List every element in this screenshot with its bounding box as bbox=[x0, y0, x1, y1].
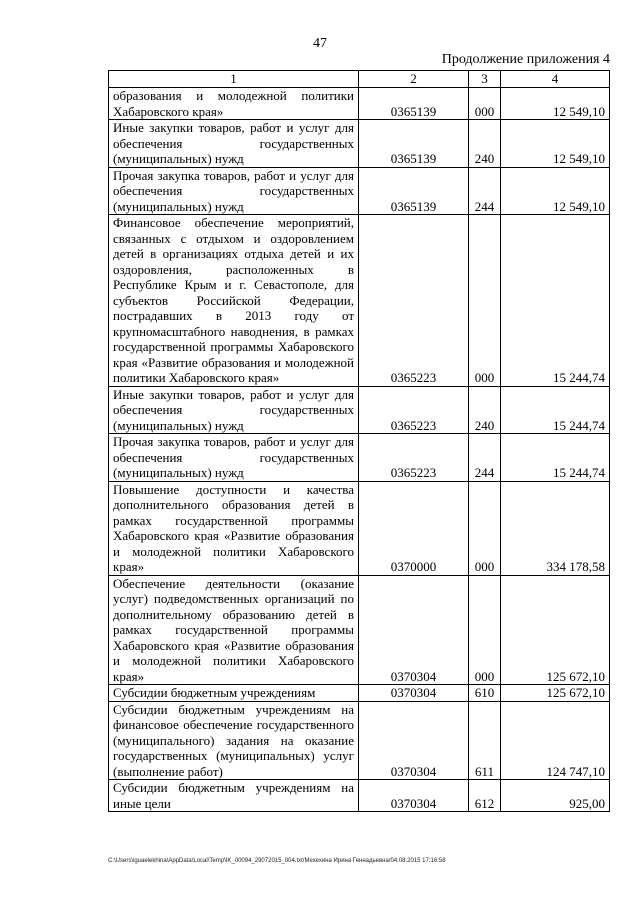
table-row bbox=[109, 386, 610, 434]
column-header-name: 1 bbox=[109, 71, 359, 88]
table-row bbox=[109, 120, 610, 168]
row-amount: 334 178,58 bbox=[501, 481, 610, 575]
row-type: 240 bbox=[469, 120, 501, 168]
row-amount: 125 672,10 bbox=[501, 575, 610, 685]
row-name: Иные закупки товаров, работ и услуг для обеспечения государственных (муниципальных) нужд bbox=[109, 386, 359, 434]
row-type: 000 bbox=[469, 215, 501, 387]
row-type: 610 bbox=[469, 685, 501, 702]
row-name: Повышение доступности и качества дополнительного образования детей в рамках государственной программы Хабаровского края «Развитие образования и молодежной политики Хабаровского края» bbox=[109, 481, 359, 575]
row-code: 0370304 bbox=[359, 780, 469, 812]
footer-file-path: C:\Users\iguaelekhina\AppData\Local\Temp\IK_00094_29072015_004.txt/Мехехина Ирина Геннадьевна/04.08.2015 17:16:58 bbox=[108, 858, 446, 864]
row-amount: 12 549,10 bbox=[501, 88, 610, 120]
row-name: Финансовое обеспечение мероприятий, связанных с отдыхом и оздоровлением детей в организациях отдыха детей и их оздоровления, расположенных в Республике Крым и г. Севастополе, для субъектов Российской Федерации, пострадавших в 2013 году от крупномасштабного наводнения, в рамках государственной программы Хабаровского края «Развитие образования и молодежной политики Хабаровского края» bbox=[109, 215, 359, 387]
table-row bbox=[109, 215, 610, 387]
row-type: 611 bbox=[469, 701, 501, 780]
table-row bbox=[109, 701, 610, 780]
row-amount: 124 747,10 bbox=[501, 701, 610, 780]
row-name: Прочая закупка товаров, работ и услуг для обеспечения государственных (муниципальных) нужд bbox=[109, 434, 359, 482]
table-row bbox=[109, 575, 610, 685]
row-type: 244 bbox=[469, 167, 501, 215]
row-code: 0365139 bbox=[359, 88, 469, 120]
row-amount: 125 672,10 bbox=[501, 685, 610, 702]
row-name: Субсидии бюджетным учреждениям на финансовое обеспечение государственного (муниципального) задания на оказание государственных (муниципальных) услуг (выполнение работ) bbox=[109, 701, 359, 780]
row-type: 244 bbox=[469, 434, 501, 482]
row-amount: 925,00 bbox=[501, 780, 610, 812]
budget-table bbox=[108, 70, 610, 812]
row-name: Субсидии бюджетным учреждениям bbox=[109, 685, 359, 702]
row-amount: 15 244,74 bbox=[501, 434, 610, 482]
column-header-code: 2 bbox=[359, 71, 469, 88]
page-number: 47 bbox=[313, 36, 327, 51]
row-type: 240 bbox=[469, 386, 501, 434]
row-name: Обеспечение деятельности (оказание услуг) подведомственных организаций по дополнительному образованию детей в рамках государственной программы Хабаровского края «Развитие образования и молодежной политики Хабаровского края» bbox=[109, 575, 359, 685]
row-amount: 15 244,74 bbox=[501, 386, 610, 434]
column-header-type: 3 bbox=[469, 71, 501, 88]
continuation-label: Продолжение приложения 4 bbox=[441, 52, 610, 67]
row-code: 0370304 bbox=[359, 685, 469, 702]
row-code: 0370304 bbox=[359, 575, 469, 685]
row-code: 0365139 bbox=[359, 120, 469, 168]
table-row bbox=[109, 685, 610, 702]
table-row bbox=[109, 434, 610, 482]
table-header-row bbox=[109, 71, 610, 88]
row-type: 000 bbox=[469, 88, 501, 120]
table-row bbox=[109, 88, 610, 120]
row-code: 0370304 bbox=[359, 701, 469, 780]
row-amount: 12 549,10 bbox=[501, 167, 610, 215]
table-row bbox=[109, 167, 610, 215]
row-name: Иные закупки товаров, работ и услуг для обеспечения государственных (муниципальных) нужд bbox=[109, 120, 359, 168]
row-name: Субсидии бюджетным учреждениям на иные цели bbox=[109, 780, 359, 812]
row-name: Прочая закупка товаров, работ и услуг для обеспечения государственных (муниципальных) нужд bbox=[109, 167, 359, 215]
column-header-amount: 4 bbox=[501, 71, 610, 88]
row-amount: 15 244,74 bbox=[501, 215, 610, 387]
row-code: 0365223 bbox=[359, 215, 469, 387]
row-code: 0365139 bbox=[359, 167, 469, 215]
row-code: 0365223 bbox=[359, 386, 469, 434]
row-code: 0370000 bbox=[359, 481, 469, 575]
table-row bbox=[109, 481, 610, 575]
row-type: 612 bbox=[469, 780, 501, 812]
row-code: 0365223 bbox=[359, 434, 469, 482]
row-amount: 12 549,10 bbox=[501, 120, 610, 168]
row-type: 000 bbox=[469, 481, 501, 575]
row-type: 000 bbox=[469, 575, 501, 685]
table-row bbox=[109, 780, 610, 812]
row-name: образования и молодежной политики Хабаровского края» bbox=[109, 88, 359, 120]
